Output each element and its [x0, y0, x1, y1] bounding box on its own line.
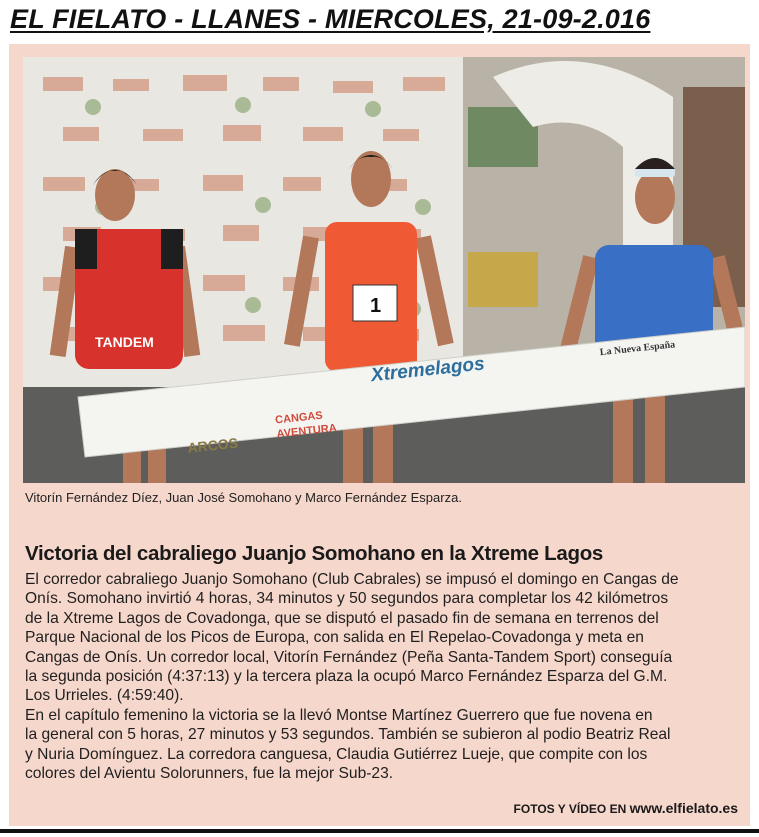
article-line: de la Xtreme Lagos de Covadonga, que se disputó el pasado fin de semana en terrenos del: [25, 609, 659, 627]
credit-label: FOTOS Y VÍDEO EN: [513, 802, 627, 816]
svg-text:TANDEM: TANDEM: [95, 334, 154, 350]
svg-text:Xtremelagos: Xtremelagos: [369, 353, 486, 387]
article-line: colores del Avientu Solorunners, fue la mejor Sub-23.: [25, 765, 394, 783]
newspaper-clipping: [9, 44, 750, 826]
article-body: [25, 570, 745, 783]
svg-text:ARCOS: ARCOS: [186, 434, 239, 456]
article-line: En el capítulo femenino la victoria se la llevó Montse Martínez Guerrero que fue novena en: [25, 706, 653, 724]
svg-text:AVENTURA: AVENTURA: [276, 422, 338, 441]
photo-illustration: [23, 57, 745, 483]
svg-text:1: 1: [370, 295, 382, 317]
photo-caption: Vitorín Fernández Díez, Juan José Somohano y Marco Fernández Esparza.: [25, 490, 462, 505]
article-line: y Nuria Domínguez. La corredora canguesa, Claudia Gutiérrez Lueje, que compite con los: [25, 745, 648, 763]
bottom-divider: [0, 829, 759, 833]
race-podium-photo: [23, 57, 745, 483]
article-line: la segunda posición (4:37:13) y la tercera plaza la ocupó Marco Fernández Esparza del G.M.: [25, 668, 668, 686]
article-line: El corredor cabraliego Juanjo Somohano (Club Cabrales) se impusó el domingo en Cangas de: [25, 571, 679, 588]
svg-text:CANGAS: CANGAS: [274, 409, 324, 427]
svg-text:La Nueva España: La Nueva España: [599, 339, 676, 359]
masthead-title: EL FIELATO - LLANES - MIERCOLES, 21-09-2.016: [10, 4, 651, 34]
article-line: Onís. Somohano invirtió 4 horas, 34 minutos y 50 segundos para completar los 42 kilómetros: [25, 590, 669, 608]
credit-url[interactable]: www.elfielato.es: [629, 800, 738, 816]
article-line: la general con 5 horas, 27 minutos y 53 segundos. También se subieron al podio Beatriz Real: [25, 726, 671, 744]
article-headline: Victoria del cabraliego Juanjo Somohano en la Xtreme Lagos: [25, 542, 604, 565]
article-line: Cangas de Onís. Un corredor local, Vitorín Fernández (Peña Santa-Tandem Sport) conseguía: [25, 648, 673, 666]
photo-credit: [514, 800, 738, 816]
article-line: Los Urrieles. (4:59:40).: [25, 687, 184, 705]
article-line: Parque Nacional de los Picos de Europa, con salida en El Repelao-Covadonga y meta en: [25, 629, 644, 647]
